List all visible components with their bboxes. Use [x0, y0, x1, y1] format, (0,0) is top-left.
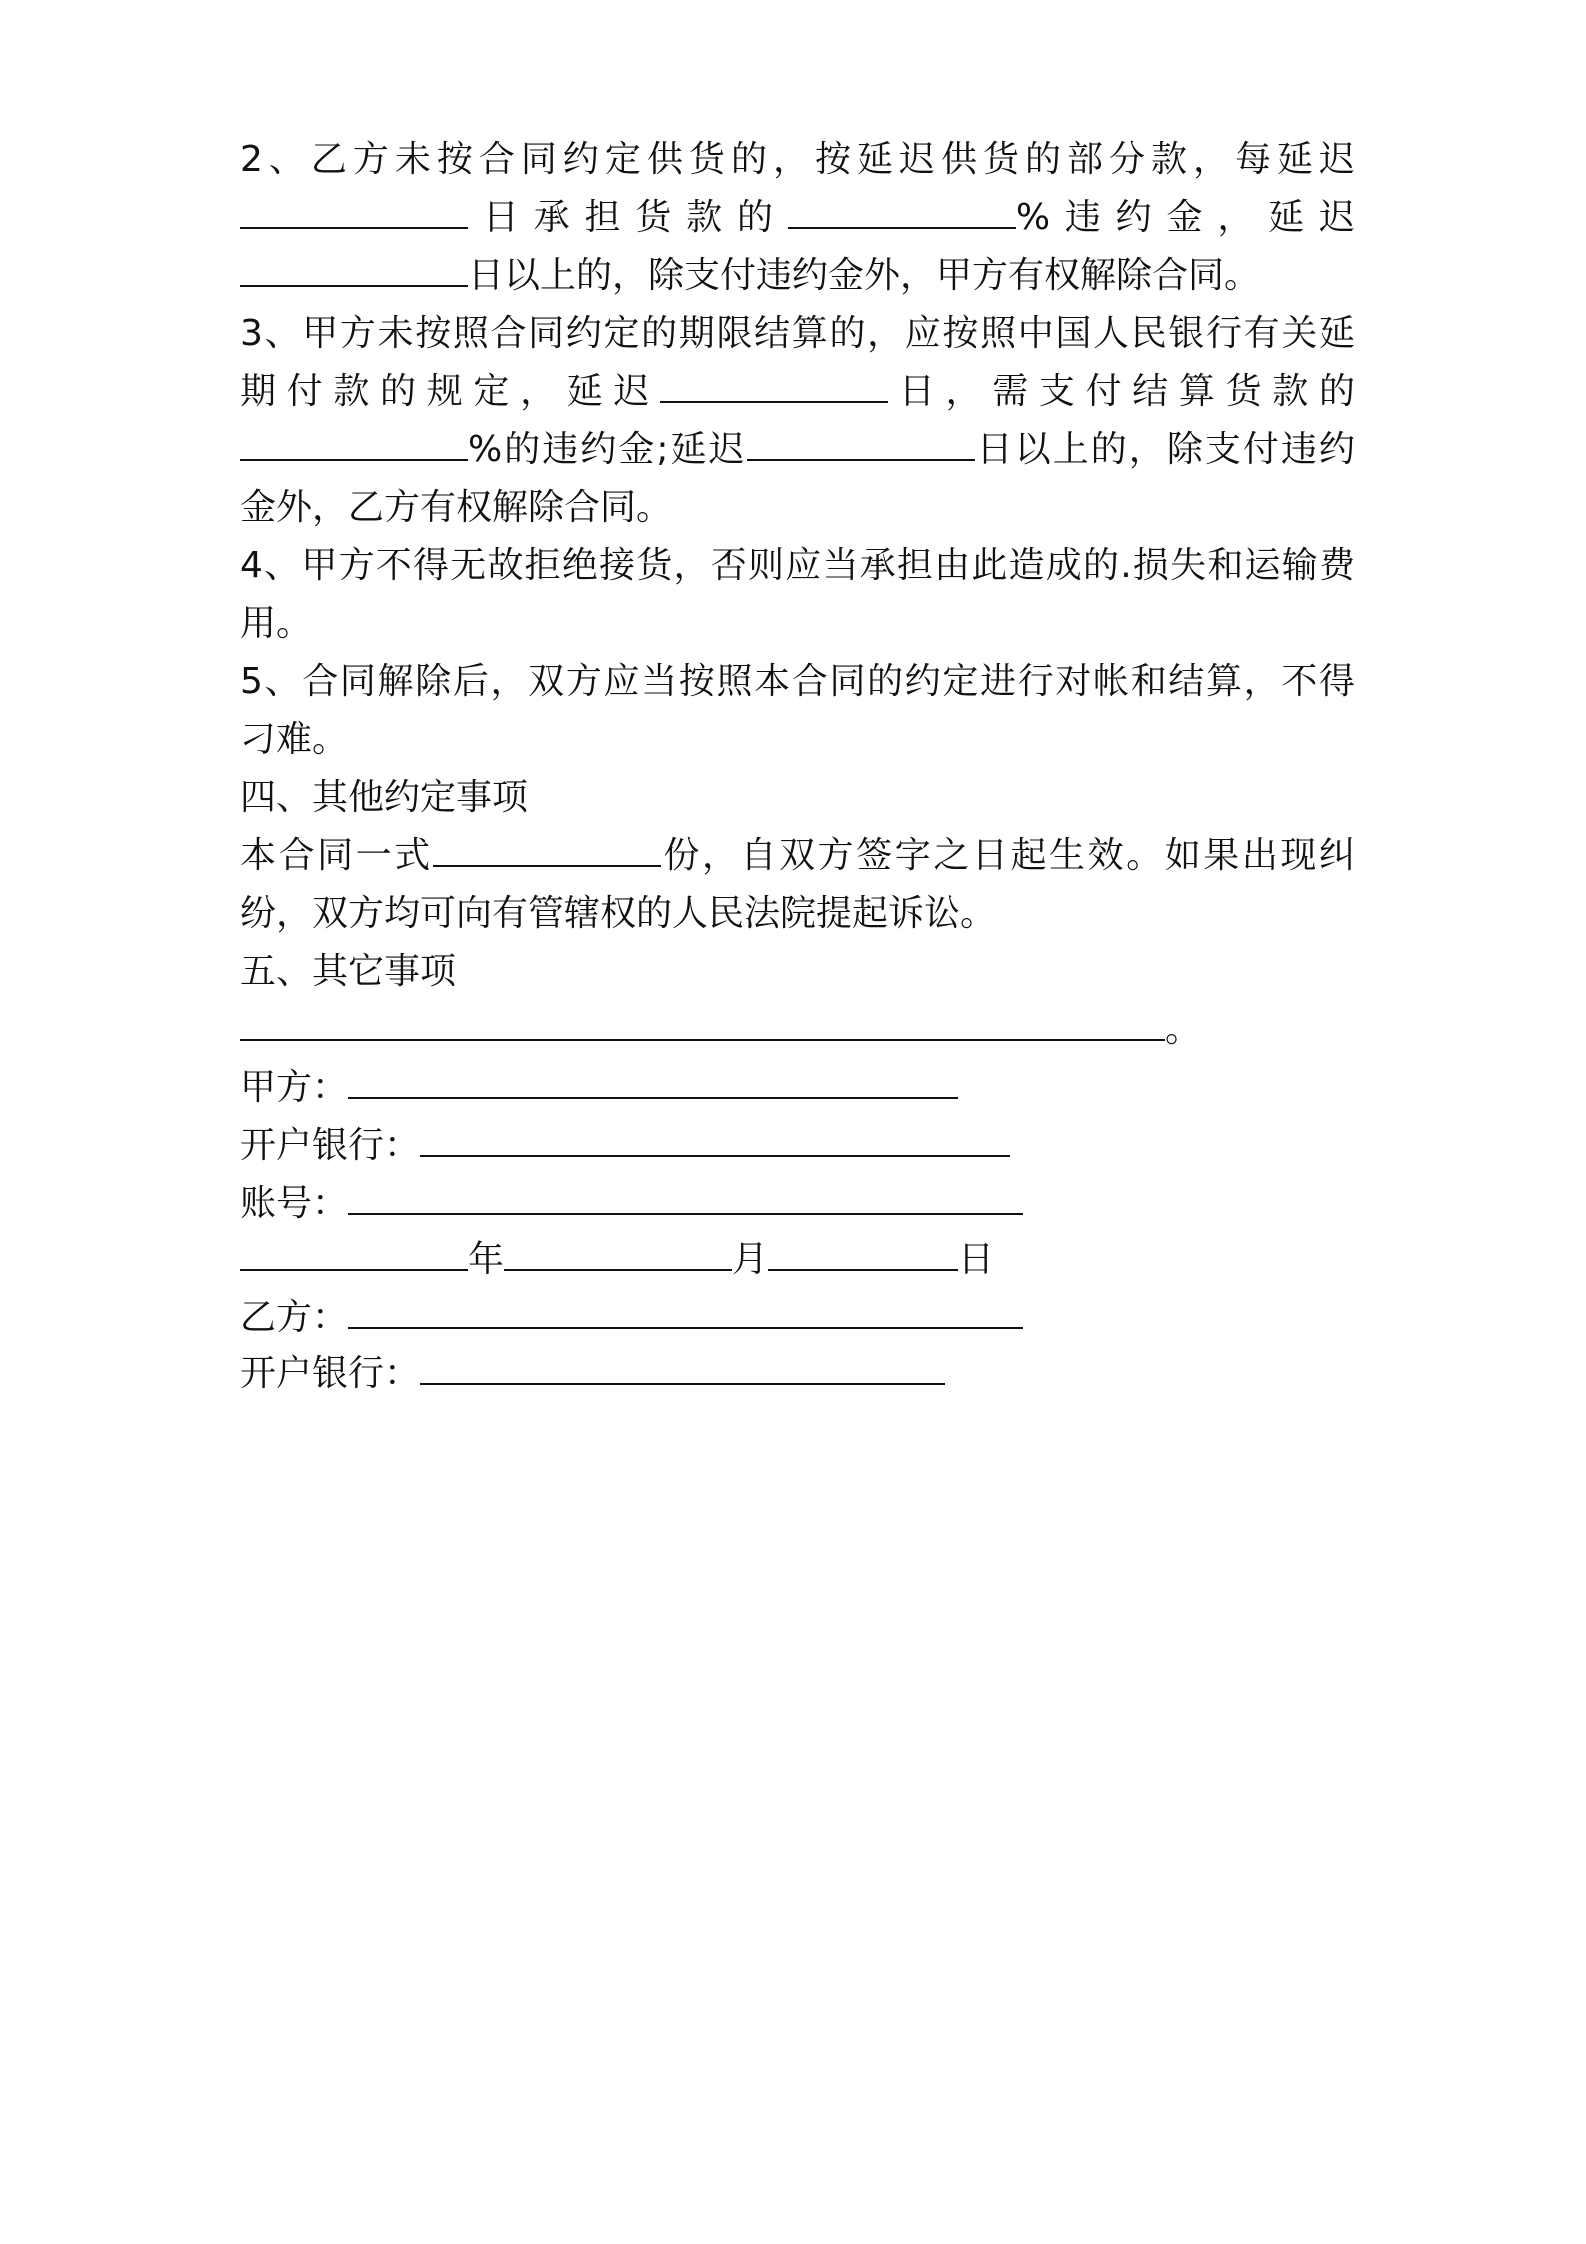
day-label: 日 — [958, 1239, 995, 1280]
party-b-label: 乙方： — [240, 1297, 349, 1338]
bank-a-blank[interactable] — [420, 1129, 1010, 1157]
day-blank[interactable] — [768, 1243, 958, 1271]
clause-4-line-2-text: 用。 — [240, 603, 313, 644]
section-5-heading-text: 五、其它事项 — [240, 951, 457, 992]
clause-3-text-b: 日，需支付结算货款的 — [888, 371, 1355, 412]
section-4-text-a: 本合同一式 — [240, 835, 433, 876]
delay-days-blank[interactable] — [240, 201, 468, 229]
bank-b-label: 开户银行： — [240, 1353, 421, 1394]
bank-b-line — [240, 1332, 1355, 1416]
account-label: 账号： — [240, 1183, 349, 1224]
clause-5-line-1-text: 5、合同解除后，双方应当按照本合同的约定进行对帐和结算，不得 — [240, 661, 1355, 702]
bank-a-label: 开户银行： — [240, 1125, 421, 1166]
month-blank[interactable] — [504, 1243, 732, 1271]
clause-4-line-1-text: 4、甲方不得无故拒绝接货，否则应当承担由此造成的.损失和运输费 — [240, 545, 1355, 586]
clause-3-line-4-text: 金外，乙方有权解除合同。 — [240, 487, 673, 528]
clause-3-text-a: 期付款的规定，延迟 — [240, 371, 661, 412]
clause-3-text-d: 日以上的，除支付违约 — [974, 429, 1355, 470]
month-label: 月 — [732, 1239, 769, 1280]
year-label: 年 — [468, 1239, 505, 1280]
penalty-percent-blank[interactable] — [788, 201, 1016, 229]
clause-5-line-2-text: 刁难。 — [240, 719, 349, 760]
party-b-blank[interactable] — [348, 1301, 1023, 1329]
clause-2-text-a: 日承担货款的 — [468, 197, 788, 238]
section-5-end-mark: 。 — [1165, 1009, 1202, 1050]
settlement-delay-days-blank[interactable] — [660, 375, 888, 403]
bank-b-blank[interactable] — [420, 1357, 945, 1385]
year-blank[interactable] — [240, 1243, 468, 1271]
section-4-heading-text: 四、其他约定事项 — [240, 777, 529, 818]
party-a-label: 甲方： — [240, 1067, 349, 1108]
settlement-delay-limit-blank[interactable] — [747, 433, 975, 461]
section-4-line-2-text: 纷，双方均可向有管辖权的人民法院提起诉讼。 — [240, 893, 997, 934]
settlement-penalty-percent-blank[interactable] — [240, 433, 468, 461]
clause-3-text-c: %的违约金;延迟 — [468, 429, 747, 470]
clause-2-text-b: %违约金，延迟 — [1015, 197, 1355, 238]
clause-2-text-c: 日以上的，除支付违约金外，甲方有权解除合同。 — [468, 255, 1261, 296]
copies-count-blank[interactable] — [433, 839, 661, 867]
other-matters-blank[interactable] — [240, 1013, 1165, 1041]
clause-3-line-1-text: 3、甲方未按照合同约定的期限结算的，应按照中国人民银行有关延 — [240, 313, 1355, 354]
party-a-blank[interactable] — [348, 1071, 958, 1099]
clause-2-prefix: 2、乙方未按合同约定供货的，按延迟供货的部分款，每延迟 — [240, 139, 1355, 180]
account-blank[interactable] — [348, 1187, 1023, 1215]
section-4-text-b: 份，自双方签字之日起生效。如果出现纠 — [660, 835, 1355, 876]
delay-limit-blank[interactable] — [240, 259, 468, 287]
